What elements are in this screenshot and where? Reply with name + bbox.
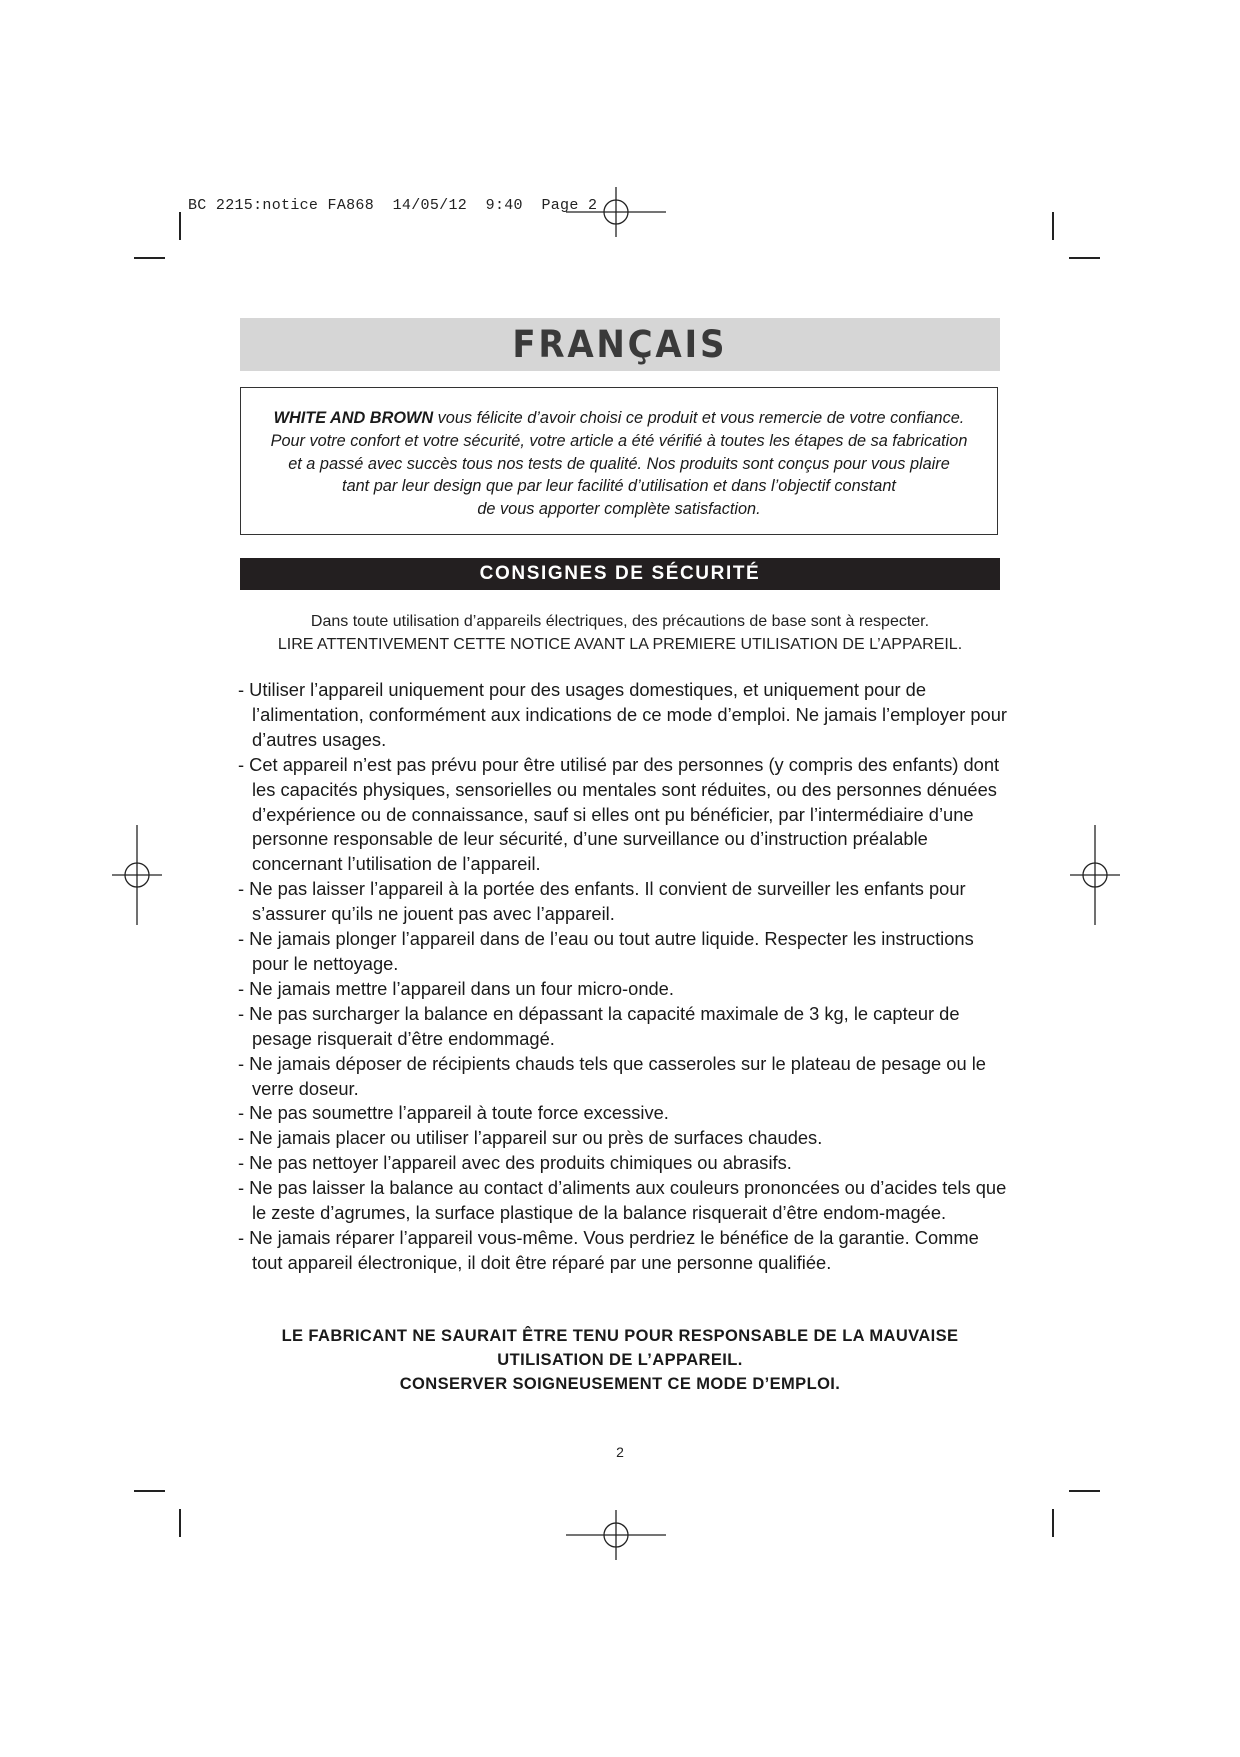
language-title: FRANÇAIS xyxy=(512,323,728,366)
warning-item: - Ne pas laisser la balance au contact d’aliments aux couleurs prononcées ou d’acides tels que le zeste d’agrumes, la surface plastique de la balance risquerait d’être endom-magée. xyxy=(238,1177,1007,1224)
registration-mark-right-icon xyxy=(1070,825,1120,925)
crop-mark-bottom-left-horizontal xyxy=(134,1490,165,1492)
intro-line-1 xyxy=(241,407,997,430)
printer-slug xyxy=(188,197,597,214)
crop-mark-bottom-left-vertical xyxy=(179,1509,181,1537)
intro-line-1-text: vous félicite d’avoir choisi ce produit et vous remercie de votre confiance. xyxy=(433,409,965,427)
crop-mark-top-left-vertical xyxy=(179,212,181,240)
warning-item: - Ne jamais déposer de récipients chauds tels que casseroles sur le plateau de pesage ou le verre doseur. xyxy=(238,1052,986,1099)
warning-item: - Ne jamais mettre l’appareil dans un four micro-onde. xyxy=(238,977,674,999)
warning-item: - Utiliser l’appareil uniquement pour des usages domestiques, et uniquement pour de l’alimentation, conformément aux indications de ce mode d’emploi. Ne jamais l’employer pour d’autres usages. xyxy=(238,679,1007,750)
intro-box xyxy=(240,387,998,535)
intro-line-3: et a passé avec succès tous nos tests de qualité. Nos produits sont conçus pour vous plaire xyxy=(288,454,950,473)
safety-lead-line-1: Dans toute utilisation d’appareils électriques, des précautions de base sont à respecter. xyxy=(310,613,930,630)
warning-item: - Ne jamais placer ou utiliser l’appareil sur ou près de surfaces chaudes. xyxy=(238,1127,823,1149)
safety-warnings-list xyxy=(238,678,1008,1276)
warning-item: - Ne pas soumettre l’appareil à toute force excessive. xyxy=(238,1102,669,1124)
language-title-band xyxy=(240,318,1000,371)
warning-item: - Ne pas surcharger la balance en dépassant la capacité maximale de 3 kg, le capteur de pesage risquerait d’être endommagé. xyxy=(238,1002,960,1049)
warning-item: - Ne jamais plonger l’appareil dans de l’eau ou tout autre liquide. Respecter les instructions pour le nettoyage. xyxy=(238,928,974,974)
disclaimer-line-2: UTILISATION DE L’APPAREIL. xyxy=(497,1351,743,1369)
registration-mark-top-icon xyxy=(566,187,666,237)
page-number: 2 xyxy=(616,1444,624,1460)
printer-slug-text: BC 2215:notice FA868 14/05/12 9:40 Page xyxy=(188,197,579,214)
crop-mark-bottom-right-horizontal xyxy=(1069,1490,1100,1492)
warning-item: - Cet appareil n’est pas prévu pour être utilisé par des personnes (y compris des enfants) dont les capacités physiques, sensorielles ou mentales sont réduites, ou des personnes dénuées d’expérience ou de connaissance, sauf si elles ont pu bénéficier, par l’intermédiaire d’une personne responsable de leur sécurité, d’une surveillance ou d’instruction préalable concernant l’utilisation de l’appareil. xyxy=(238,753,1000,875)
intro-line-5: de vous apporter complète satisfaction. xyxy=(477,500,761,519)
safety-lead-line-2: LIRE ATTENTIVEMENT CETTE NOTICE AVANT LA PREMIERE UTILISATION DE L’APPAREIL. xyxy=(277,635,963,653)
disclaimer-line-1: LE FABRICANT NE SAURAIT ÊTRE TENU POUR RESPONSABLE DE LA MAUVAISE xyxy=(281,1327,959,1345)
intro-line-2: Pour votre confort et votre sécurité, votre article a été vérifié à toutes les étapes de sa fabrication xyxy=(270,431,968,450)
crop-mark-top-right-vertical xyxy=(1052,212,1054,240)
warning-item: - Ne jamais réparer l’appareil vous-même. Vous perdriez le bénéfice de la garantie. Comme tout appareil électronique, il doit être réparé par une personne qualifiée. xyxy=(238,1226,979,1273)
printer-slug-page-ref: 2 xyxy=(587,197,598,214)
intro-line-4: tant par leur design que par leur facilité d’utilisation et dans l’objectif constant xyxy=(342,477,896,496)
safety-section-heading: CONSIGNES DE SÉCURITÉ xyxy=(240,558,1000,590)
crop-mark-top-right-horizontal xyxy=(1069,257,1100,259)
safety-lead xyxy=(240,611,1000,656)
manufacturer-disclaimer xyxy=(240,1324,1000,1396)
registration-mark-left-icon xyxy=(112,825,162,925)
warning-item: - Ne pas nettoyer l’appareil avec des produits chimiques ou abrasifs. xyxy=(238,1152,792,1174)
crop-mark-bottom-right-vertical xyxy=(1052,1509,1054,1537)
warning-item: - Ne pas laisser l’appareil à la portée des enfants. Il convient de surveiller les enfants pour s’assurer qu’ils ne jouent pas avec l’appareil. xyxy=(238,878,966,925)
disclaimer-line-3: CONSERVER SOIGNEUSEMENT CE MODE D’EMPLOI. xyxy=(399,1375,841,1393)
brand-name: WHITE AND BROWN xyxy=(273,409,434,427)
crop-mark-top-left-horizontal xyxy=(134,257,165,259)
registration-mark-bottom-icon xyxy=(566,1510,666,1560)
